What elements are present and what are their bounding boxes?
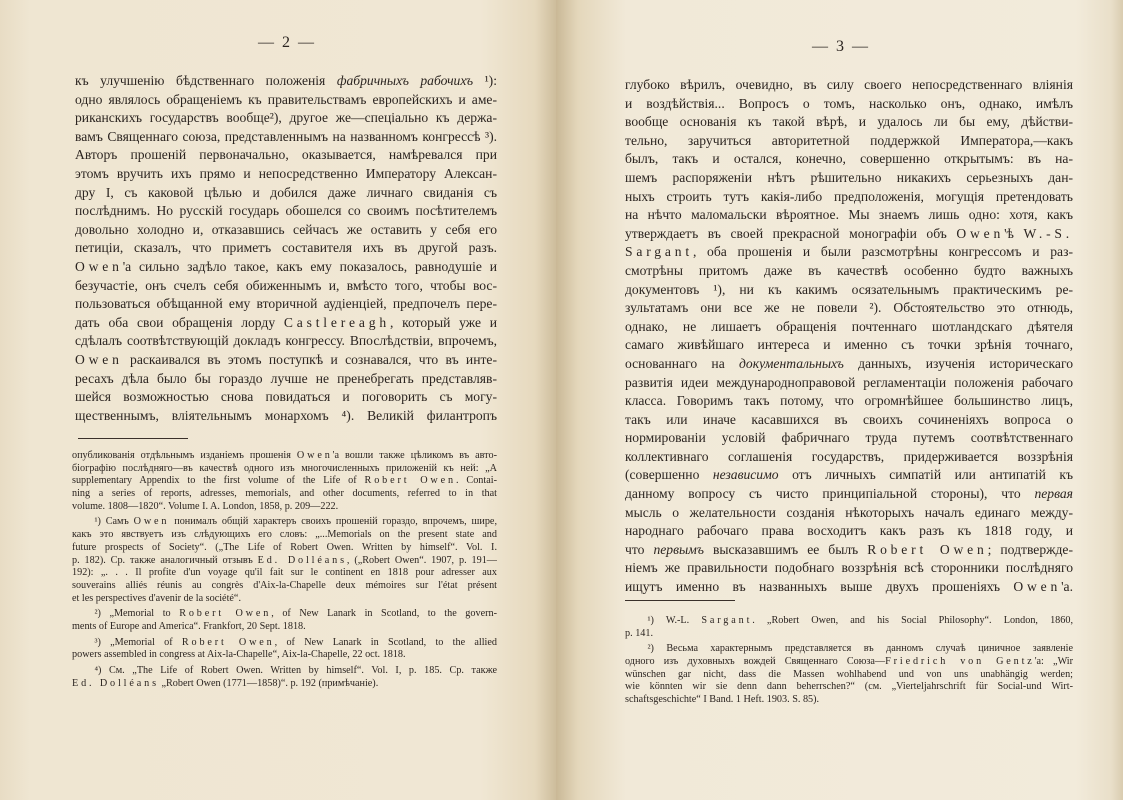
text-run: понималъ общій характеръ своихъ прошеній гораздо, впрочемъ, шире, bbox=[169, 516, 497, 528]
text-run: ²) „Memorial to bbox=[94, 608, 180, 620]
text-line bbox=[72, 621, 497, 634]
text-run: volume. 1808—1820“. Volume I. A. London, 1858, p. 209—222. bbox=[72, 500, 339, 512]
text-run: одного изъ духовныхъ вождей Священнаго Союза— bbox=[625, 656, 886, 668]
text-run: вамъ Священнаго союза, представленнымъ на названномъ конгрессѣ ³). bbox=[75, 128, 497, 144]
text-line bbox=[72, 501, 497, 514]
text-line bbox=[75, 239, 497, 258]
footnote-divider bbox=[78, 438, 188, 439]
footnotes bbox=[625, 612, 1073, 707]
spaced-name: Robert Owen bbox=[179, 608, 272, 620]
text-run: ⁴) См. „The Life of Robert Owen. Written by himself“. Vol. I, p. 185. Ср. также bbox=[94, 665, 497, 676]
text-run: зультатамъ они все же не повели ²). Обстоятельство это отнюдь, bbox=[625, 300, 1073, 316]
spaced-name: Owen bbox=[133, 516, 170, 528]
spaced-name: Robert Owen bbox=[867, 541, 988, 557]
text-run: сдѣлалъ соотвѣтствующій докладъ конгрессу. Впослѣдствіи, впрочемъ, bbox=[75, 333, 497, 349]
text-line bbox=[72, 542, 497, 555]
text-run: p. 141. bbox=[625, 627, 654, 639]
right-page bbox=[556, 0, 1123, 800]
text-run: шейся возможностью снова повидаться и поговорить съ могу- bbox=[75, 389, 497, 405]
text-run: p. 182). Ср. также аналогичный отзывъ bbox=[72, 554, 258, 566]
text-line bbox=[625, 448, 1073, 467]
text-run: ресахъ дѣла было бы гораздо лучше не пренебрегать представляв- bbox=[75, 370, 497, 386]
text-line bbox=[75, 202, 497, 221]
text-line bbox=[625, 411, 1073, 430]
text-run: отъ личныхъ симпатій или антипатій къ bbox=[778, 467, 1073, 483]
text-line bbox=[72, 637, 497, 650]
text-line bbox=[72, 580, 497, 593]
italic-text: фабричныхъ рабочихъ bbox=[336, 73, 474, 88]
text-run: глубоко вѣрилъ, очевидно, въ силу своего непосредственнаго вліянія bbox=[625, 77, 1073, 92]
text-line bbox=[625, 225, 1073, 244]
text-run: 'a: „Wir bbox=[1034, 656, 1073, 668]
text-line bbox=[75, 128, 497, 147]
text-run: основаннаго на bbox=[625, 355, 740, 371]
text-run: , оба прошенія и были разсмотрѣны конгрессомъ и раз- bbox=[692, 244, 1073, 260]
text-run: данному вопросу съ чисто принципіальной стороны), что bbox=[625, 486, 1035, 502]
text-run: щественнымъ, вліятельнымъ монархомъ ⁴). Великій филантропъ bbox=[75, 407, 497, 423]
text-run: біографію послѣдняго—въ качествѣ одного изъ многочисленныхъ приложеній къ ней: „A bbox=[72, 462, 497, 474]
text-run: , который уже и bbox=[389, 314, 497, 330]
spaced-name: Robert Owen bbox=[364, 475, 456, 487]
text-run: опубликованія отдѣльнымъ изданіемъ прошенія bbox=[72, 450, 297, 461]
text-run: дру I, съ каковой цѣлью и добился даже личнаго свиданія съ bbox=[75, 184, 497, 200]
text-line bbox=[625, 169, 1073, 188]
text-line bbox=[72, 475, 497, 488]
text-run: ныхъ строить тутъ какія-либо предположенія, могущія претендовать bbox=[625, 188, 1073, 204]
text-run: такъ или иначе касавшихся въ своихъ сочиненіяхъ вопроса о bbox=[625, 411, 1073, 427]
text-line bbox=[75, 388, 497, 407]
text-run: souverains alliés réunis au congrès d'Aix-la-Chapelle deux mémoires sur l'état présent bbox=[72, 579, 497, 591]
spaced-name: Owen bbox=[1013, 579, 1062, 595]
text-line bbox=[72, 593, 497, 606]
spaced-name: Robert Owen bbox=[181, 636, 275, 648]
text-run: ¹) W.-L. bbox=[647, 615, 702, 626]
text-run: довольно холодно и, отказавшись сейчасъ же оставить у себя его bbox=[75, 221, 497, 237]
text-run: powers assembled in congress at Aix-la-Chapelle“, Aix-la-Chapelle, 22 oct. 1818. bbox=[72, 649, 406, 661]
text-run: . Contai- bbox=[455, 475, 497, 487]
text-line bbox=[72, 649, 497, 662]
text-line bbox=[75, 407, 497, 426]
text-line bbox=[625, 113, 1073, 132]
text-run: . „Robert Owen, and his Social Philosophy“. London, 1860, bbox=[752, 615, 1073, 626]
text-line bbox=[625, 466, 1073, 485]
text-line bbox=[625, 504, 1073, 523]
text-run: (совершенно bbox=[625, 467, 713, 483]
spaced-name: Owen bbox=[296, 450, 333, 461]
text-line bbox=[625, 643, 1073, 656]
text-line bbox=[72, 665, 497, 678]
footnote-divider bbox=[625, 600, 735, 601]
text-run: Авторъ прошеній первоначально, оказывается, намѣревался при bbox=[75, 147, 497, 163]
text-line bbox=[625, 628, 1073, 641]
body-text bbox=[75, 72, 497, 425]
left-page bbox=[0, 0, 556, 800]
text-run: былъ, такъ и остался, конечно, совершенно открытымъ: въ на- bbox=[625, 151, 1073, 167]
spaced-name: Sargant bbox=[701, 615, 753, 626]
text-run: шемъ распоряженіи нѣтъ рѣшительно никакихъ серьезныхъ дан- bbox=[625, 169, 1073, 185]
text-line bbox=[625, 355, 1073, 374]
text-line bbox=[625, 243, 1073, 262]
text-run: schaftsgeschichte“ I Band. 1 Heft. 1903. S. 85). bbox=[625, 694, 820, 706]
text-run: ¹) Самъ bbox=[94, 516, 134, 528]
text-run: мысль о желательности созданія нѣкоторыхъ началъ единаго между- bbox=[625, 504, 1073, 520]
text-run: ments of Europe and America“. Frankfort, 20 Sept. 1818. bbox=[72, 620, 306, 632]
text-line bbox=[625, 656, 1073, 669]
text-line bbox=[625, 522, 1073, 541]
page-number: — 2 — bbox=[258, 34, 316, 51]
text-line bbox=[625, 392, 1073, 411]
text-line bbox=[75, 370, 497, 389]
text-run: развитія идеи международноправовой регламентаціи положенія рабочаго bbox=[625, 374, 1073, 390]
text-run: пользоваться обѣщанной ему вторичной аудіенціей, предпочелъ пере- bbox=[75, 296, 497, 312]
text-run: что bbox=[625, 541, 654, 557]
text-run: 'a сильно задѣло такое, какъ ему показалось, равнодушіе и bbox=[122, 258, 497, 274]
text-run: ¹): bbox=[473, 73, 497, 88]
text-run: ning a series of reports, adresses, memorials, and other documents, referred to in that bbox=[72, 488, 497, 500]
text-run: нормированіи условій фабричнаго труда путемъ соотвѣтственнаго bbox=[625, 430, 1073, 446]
text-run: , of New Lanark in Scotland, to the allied bbox=[274, 636, 497, 648]
text-line bbox=[625, 262, 1073, 281]
text-run: supplementary Appendix to the first volume of the Life of bbox=[72, 475, 365, 487]
text-run: риканскихъ государствъ вообще²), другое же—спеціально къ держа- bbox=[75, 110, 497, 126]
text-run: 'a. bbox=[1061, 579, 1073, 595]
text-run: wie könnten wir sie denn dann beherrschen?“ (см. „Vierteljahrschrift für Social-und Wirt- bbox=[625, 681, 1073, 693]
italic-text: независимо bbox=[712, 467, 779, 483]
text-run: какъ это явствуетъ изъ слѣдующихъ его словъ: „...Memorials on the present state and bbox=[72, 529, 497, 541]
italic-text: первая bbox=[1034, 486, 1073, 502]
spaced-name: Friedrich von Gentz bbox=[885, 656, 1035, 668]
text-run: высказавшимъ ее былъ bbox=[703, 541, 868, 557]
text-run: ищутъ именно въ названныхъ выше двухъ прошеніяхъ bbox=[625, 579, 1014, 595]
body-text bbox=[625, 76, 1073, 597]
text-run: wünschen gar nicht, dass die Massen wohlhabend und von uns unabhängig werden; bbox=[625, 668, 1073, 680]
text-line bbox=[625, 374, 1073, 393]
text-line bbox=[625, 681, 1073, 694]
text-line bbox=[75, 165, 497, 184]
text-run: самаго живѣйшаго интереса и именно съ точки зрѣнія точнаго, bbox=[625, 337, 1073, 353]
text-line bbox=[625, 669, 1073, 682]
text-line bbox=[72, 567, 497, 580]
text-run: къ улучшенію бѣдственнаго положенія bbox=[75, 73, 337, 88]
text-run: одно являлось обращеніемъ къ правительствамъ европейскихъ и аме- bbox=[75, 91, 497, 107]
text-run: петиціи, сказалъ, что приметъ составителя ихъ въ другой разъ. bbox=[75, 240, 497, 256]
footnotes bbox=[72, 450, 497, 690]
text-line bbox=[75, 295, 497, 314]
spaced-name: Ed. Dolléans bbox=[257, 554, 347, 566]
text-run: утверждаетъ въ своей прекрасной монографіи объ bbox=[625, 225, 957, 241]
text-run: этомъ вручить ихъ прямо и непосредственно Императору Алексан- bbox=[75, 165, 497, 181]
text-line bbox=[625, 485, 1073, 504]
text-line bbox=[75, 72, 497, 91]
text-run: 'ѣ bbox=[1004, 225, 1024, 241]
text-run: ²) Весьма характернымъ представляется въ данномъ случаѣ циничное заявленіе bbox=[647, 643, 1073, 655]
text-line bbox=[625, 694, 1073, 707]
text-line bbox=[72, 488, 497, 501]
italic-text: документальныхъ bbox=[739, 355, 844, 371]
spaced-name: Ed. Dolléans bbox=[72, 677, 159, 689]
text-run: послѣднимъ. Но русскій государь обошелся со своимъ посѣтителемъ bbox=[75, 203, 497, 219]
text-line bbox=[625, 318, 1073, 337]
text-line bbox=[75, 221, 497, 240]
text-line bbox=[75, 258, 497, 277]
text-line bbox=[625, 206, 1073, 225]
text-line bbox=[625, 132, 1073, 151]
spaced-name: Sargant bbox=[625, 244, 693, 260]
text-line bbox=[72, 463, 497, 476]
text-line bbox=[75, 277, 497, 296]
text-line bbox=[72, 608, 497, 621]
text-line bbox=[72, 678, 497, 691]
text-line bbox=[625, 336, 1073, 355]
text-run: тельно, заручиться авторитетной поддержкой Императора,—какъ bbox=[625, 132, 1073, 148]
text-run: вообще основанія къ такой вѣрѣ, и удалось ли бы ему, дѣйстви- bbox=[625, 114, 1073, 130]
text-run: ніемъ же правильности подобнаго воззрѣнія всѣ сторонники послѣдняго bbox=[625, 560, 1073, 576]
text-line bbox=[75, 146, 497, 165]
text-run: дать оба свои обращенія лорду bbox=[75, 314, 284, 330]
text-run: 192): „. . . Il profite d'un voyage qu'il fait sur le continent en 1818 pour adresser aux bbox=[72, 567, 497, 579]
text-run: документовъ ¹), ни къ какимъ осязательнымъ практическимъ ре- bbox=[625, 281, 1073, 297]
text-run: et les perspectives d'avenir de la société“. bbox=[72, 592, 242, 604]
text-run: коллективнаго соглашенія государствъ, придерживается воззрѣнія bbox=[625, 448, 1073, 464]
text-run: данныхъ, изученія историческаго bbox=[843, 355, 1073, 371]
text-run: , of New Lanark in Scotland, to the govern- bbox=[271, 608, 497, 620]
text-line bbox=[625, 281, 1073, 300]
text-run: смотрѣны притомъ даже въ качествѣ особенно будто важныхъ bbox=[625, 262, 1073, 278]
text-line bbox=[72, 516, 497, 529]
text-line bbox=[625, 559, 1073, 578]
italic-text: первымъ bbox=[653, 541, 704, 557]
text-run: „Robert Owen (1771—1858)“. p. 192 (примѣчаніе). bbox=[158, 677, 379, 689]
text-run: future prospects of Society“. („The Life of Robert Owen. Written by himself“. Vol. I. bbox=[72, 541, 497, 553]
text-run: 'a вошли также цѣликомъ въ авто- bbox=[332, 450, 497, 461]
text-run: раскаивался въ этомъ поступкѣ и сознавался, что въ инте- bbox=[122, 351, 497, 367]
spaced-name: Owen bbox=[75, 351, 123, 367]
text-run: ³) „Memorial of bbox=[94, 636, 182, 648]
text-line bbox=[75, 332, 497, 351]
spaced-name: W.-S. bbox=[1023, 225, 1073, 241]
text-line bbox=[75, 351, 497, 370]
text-run: народнаго рабочаго права восходитъ какъ разъ къ 1818 году, и bbox=[625, 523, 1073, 539]
text-line bbox=[625, 95, 1073, 114]
text-line bbox=[625, 188, 1073, 207]
text-line bbox=[625, 615, 1073, 628]
text-line bbox=[75, 184, 497, 203]
text-run: , („Robert Owen“. 1907, p. 191— bbox=[346, 554, 497, 566]
text-run: безучастіе, онъ счелъ себя обиженнымъ и, вмѣсто того, чтобы вос- bbox=[75, 277, 497, 293]
text-line bbox=[75, 109, 497, 128]
text-line bbox=[75, 314, 497, 333]
text-run: ; подтвержде- bbox=[987, 541, 1073, 557]
text-line bbox=[625, 578, 1073, 597]
page-number: — 3 — bbox=[812, 38, 870, 55]
spaced-name: Owen bbox=[956, 225, 1005, 241]
text-line bbox=[75, 91, 497, 110]
text-run: и воздѣйствія... Вопросъ о томъ, насколько онъ, однако, имѣлъ bbox=[625, 95, 1073, 111]
text-line bbox=[625, 76, 1073, 95]
text-line bbox=[72, 529, 497, 542]
text-run: на нѣчто маломальски вѣроятное. Мы знаемъ лишь одно: хотя, какъ bbox=[625, 207, 1073, 223]
text-line bbox=[72, 555, 497, 568]
text-run: однако, не лишаетъ обращенія почтеннаго шотландскаго дѣятеля bbox=[625, 318, 1073, 334]
text-line bbox=[625, 150, 1073, 169]
text-line bbox=[625, 429, 1073, 448]
text-run: класса. Говоримъ такъ потому, что огромнѣйшее большинство лицъ, bbox=[625, 393, 1073, 409]
text-line bbox=[625, 541, 1073, 560]
text-line bbox=[625, 299, 1073, 318]
spaced-name: Owen bbox=[75, 258, 123, 274]
text-line bbox=[72, 450, 497, 463]
spaced-name: Castlereagh bbox=[283, 314, 390, 330]
